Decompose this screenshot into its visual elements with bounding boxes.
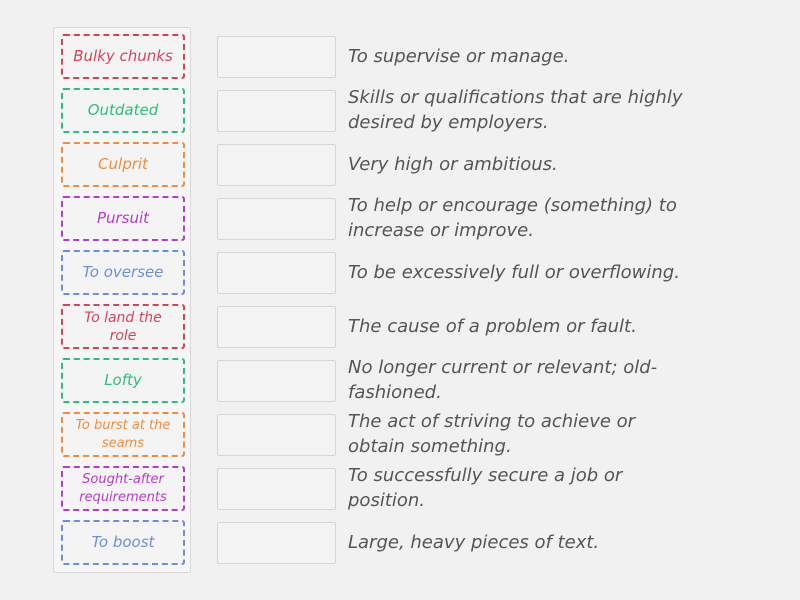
definition-text — [348, 461, 788, 515]
draggable-card[interactable] — [61, 142, 185, 187]
drop-slot[interactable] — [217, 468, 336, 510]
draggable-card[interactable] — [61, 520, 185, 565]
definition-label: To successfully secure a job or position. — [348, 465, 623, 511]
definition-label: The cause of a problem or fault. — [348, 315, 637, 337]
draggable-card[interactable] — [61, 34, 185, 79]
definition-text — [348, 191, 788, 245]
definition-text — [348, 299, 788, 353]
card-label: Bulky chunks — [73, 47, 173, 65]
card-label: To land the role — [84, 309, 162, 344]
card-label: Culprit — [98, 155, 148, 173]
drop-slot[interactable] — [217, 414, 336, 456]
card-label: To boost — [91, 533, 155, 551]
drop-slot[interactable] — [217, 36, 336, 78]
definition-text — [348, 515, 788, 569]
draggable-card[interactable] — [61, 88, 185, 133]
definition-label: To help or encourage (something) to increase or improve. — [348, 195, 677, 241]
drop-slot[interactable] — [217, 360, 336, 402]
card-label: Lofty — [104, 371, 142, 389]
definition-text — [348, 83, 788, 137]
definition-label: Skills or qualifications that are highly desired by employers. — [348, 87, 683, 133]
drop-slot[interactable] — [217, 306, 336, 348]
definition-text — [348, 407, 788, 461]
drop-slot[interactable] — [217, 252, 336, 294]
card-label: To oversee — [82, 263, 164, 281]
card-label: Outdated — [87, 101, 159, 119]
definition-label: No longer current or relevant; old-fashioned. — [348, 357, 658, 403]
draggable-card[interactable] — [61, 412, 185, 457]
definition-text — [348, 29, 788, 83]
card-label: To burst at the seams — [75, 417, 171, 451]
draggable-card[interactable] — [61, 250, 185, 295]
drop-slot[interactable] — [217, 90, 336, 132]
drop-slot[interactable] — [217, 522, 336, 564]
definition-text — [348, 353, 788, 407]
drop-slot[interactable] — [217, 144, 336, 186]
draggable-card[interactable] — [61, 358, 185, 403]
definition-label: Very high or ambitious. — [348, 153, 558, 175]
definition-label: To be excessively full or overflowing. — [348, 261, 680, 283]
draggable-card[interactable] — [61, 196, 185, 241]
draggable-card[interactable] — [61, 304, 185, 349]
draggable-card[interactable] — [61, 466, 185, 511]
card-label: Sought-after requirements — [79, 471, 167, 505]
definition-text — [348, 245, 788, 299]
card-label: Pursuit — [96, 209, 150, 227]
definition-label: The act of striving to achieve or obtain something. — [348, 411, 636, 457]
drop-slot[interactable] — [217, 198, 336, 240]
definition-text — [348, 137, 788, 191]
definition-label: Large, heavy pieces of text. — [348, 531, 600, 553]
definition-label: To supervise or manage. — [348, 45, 570, 67]
